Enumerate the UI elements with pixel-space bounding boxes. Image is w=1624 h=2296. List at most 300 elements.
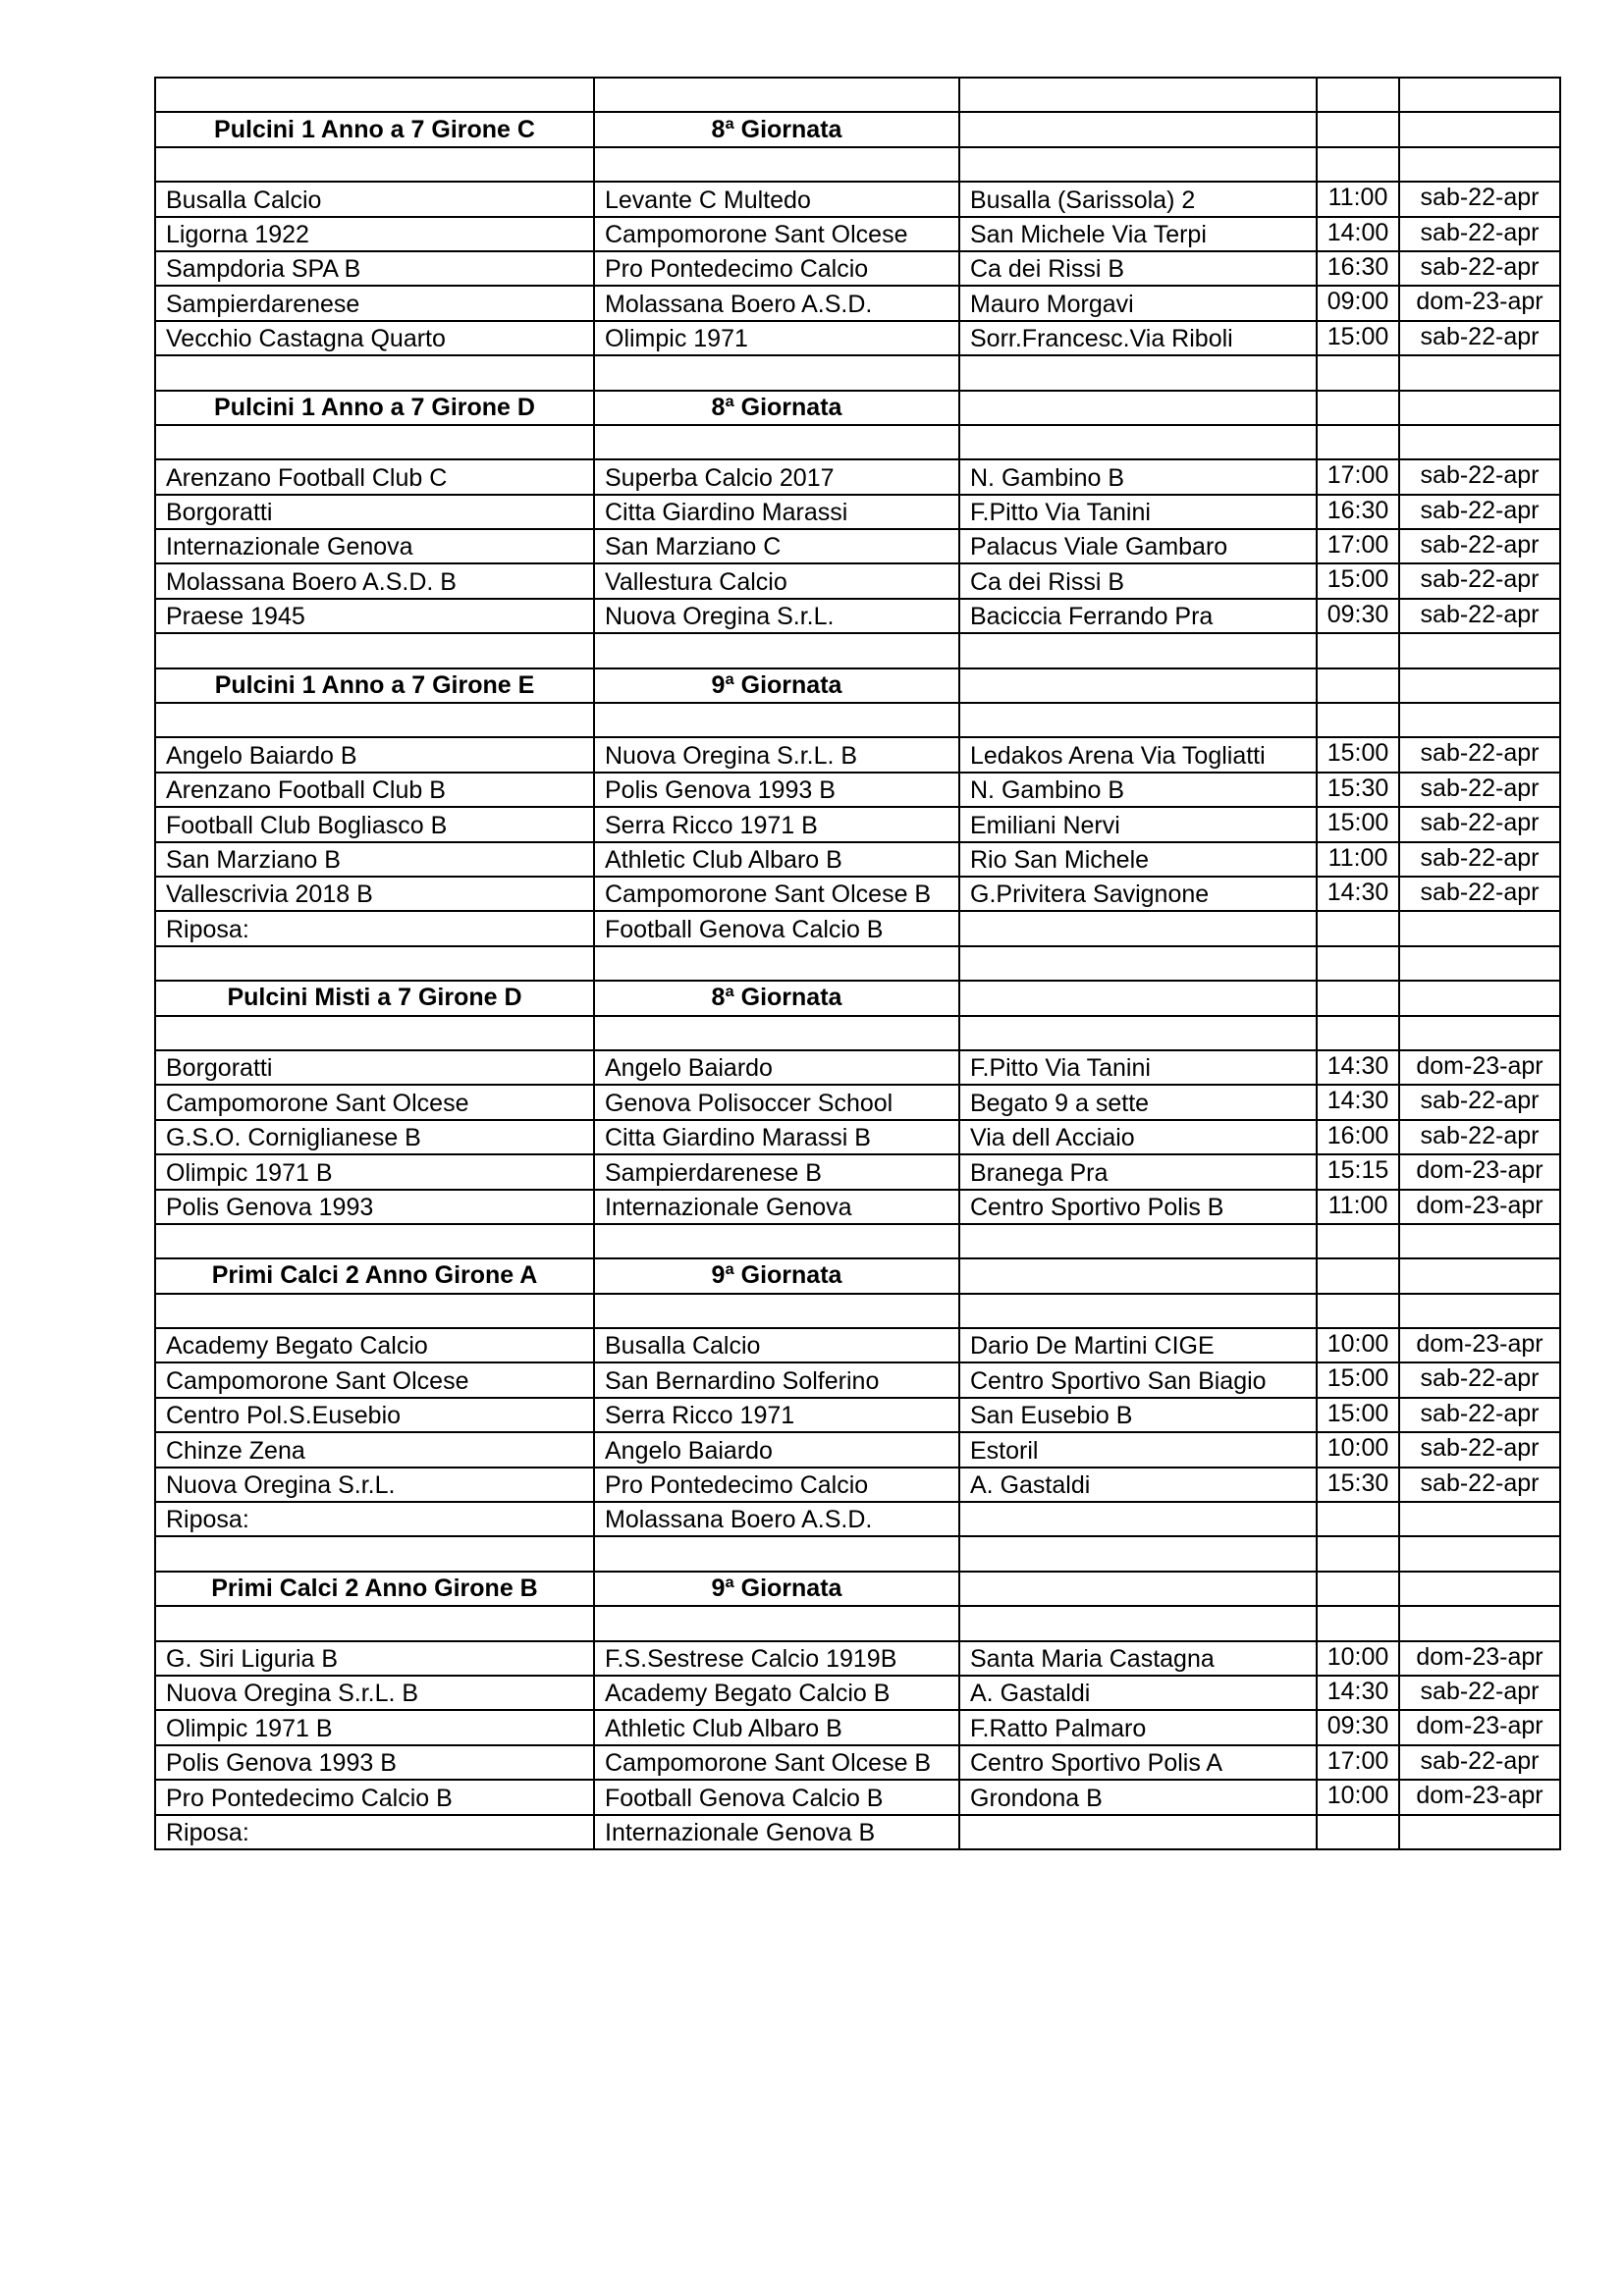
venue: Branega Pra — [959, 1154, 1317, 1189]
away-team: San Bernardino Solferino — [594, 1362, 959, 1397]
spacer-row — [155, 946, 1560, 981]
kickoff-time: 15:30 — [1317, 773, 1399, 807]
match-date: sab-22-apr — [1399, 321, 1560, 355]
empty-cell — [959, 633, 1317, 667]
empty-cell — [959, 391, 1317, 425]
home-team: Vecchio Castagna Quarto — [155, 321, 594, 355]
away-team: Olimpic 1971 — [594, 321, 959, 355]
empty-cell — [1399, 668, 1560, 703]
kickoff-time: 17:00 — [1317, 1745, 1399, 1780]
empty-cell — [1317, 78, 1399, 112]
empty-cell — [1399, 1016, 1560, 1050]
kickoff-time — [1317, 911, 1399, 945]
empty-cell — [1317, 1224, 1399, 1258]
home-team: Internazionale Genova — [155, 529, 594, 563]
venue: Begato 9 a sette — [959, 1085, 1317, 1119]
away-team: Pro Pontedecimo Calcio — [594, 251, 959, 286]
kickoff-time: 14:30 — [1317, 877, 1399, 911]
empty-cell — [1399, 355, 1560, 390]
empty-cell — [959, 1224, 1317, 1258]
venue: Baciccia Ferrando Pra — [959, 599, 1317, 633]
away-team: Serra Ricco 1971 — [594, 1398, 959, 1432]
away-team: Internazionale Genova — [594, 1190, 959, 1224]
home-team: Ligorna 1922 — [155, 217, 594, 251]
home-team: Centro Pol.S.Eusebio — [155, 1398, 594, 1432]
match-date: sab-22-apr — [1399, 877, 1560, 911]
match-row — [155, 737, 1560, 772]
empty-cell — [959, 981, 1317, 1015]
match-date: sab-22-apr — [1399, 1085, 1560, 1119]
group-header-row — [155, 1258, 1560, 1293]
home-team: Borgoratti — [155, 495, 594, 529]
kickoff-time: 09:30 — [1317, 1710, 1399, 1744]
kickoff-time: 10:00 — [1317, 1328, 1399, 1362]
home-team: Arenzano Football Club B — [155, 773, 594, 807]
match-date: sab-22-apr — [1399, 599, 1560, 633]
kickoff-time: 11:00 — [1317, 1190, 1399, 1224]
match-date: dom-23-apr — [1399, 1641, 1560, 1676]
venue: Ledakos Arena Via Togliatti — [959, 737, 1317, 772]
empty-cell — [155, 1606, 594, 1640]
spacer-row — [155, 1294, 1560, 1328]
kickoff-time — [1317, 1502, 1399, 1536]
match-row — [155, 1641, 1560, 1676]
spacer-row — [155, 147, 1560, 182]
empty-cell — [1399, 1258, 1560, 1293]
empty-cell — [1317, 1016, 1399, 1050]
empty-cell — [594, 147, 959, 182]
group-header-row — [155, 112, 1560, 146]
away-team: Sampierdarenese B — [594, 1154, 959, 1189]
group-title: Pulcini 1 Anno a 7 Girone E — [155, 668, 594, 703]
empty-cell — [594, 703, 959, 737]
group-title: Pulcini 1 Anno a 7 Girone D — [155, 391, 594, 425]
venue: Centro Sportivo San Biagio — [959, 1362, 1317, 1397]
home-team: Nuova Oregina S.r.L. B — [155, 1676, 594, 1710]
empty-cell — [959, 355, 1317, 390]
round-label: 8ª Giornata — [594, 112, 959, 146]
empty-cell — [959, 78, 1317, 112]
kickoff-time: 11:00 — [1317, 182, 1399, 216]
match-row — [155, 1815, 1560, 1849]
away-team: Superba Calcio 2017 — [594, 459, 959, 494]
venue — [959, 1815, 1317, 1849]
round-label: 8ª Giornata — [594, 391, 959, 425]
away-team: Internazionale Genova B — [594, 1815, 959, 1849]
match-row — [155, 459, 1560, 494]
match-row — [155, 1398, 1560, 1432]
match-date: dom-23-apr — [1399, 1190, 1560, 1224]
empty-cell — [1399, 703, 1560, 737]
match-row — [155, 563, 1560, 598]
empty-cell — [155, 425, 594, 459]
venue — [959, 1502, 1317, 1536]
kickoff-time: 14:30 — [1317, 1676, 1399, 1710]
empty-cell — [594, 1294, 959, 1328]
venue: Mauro Morgavi — [959, 286, 1317, 320]
match-row — [155, 1190, 1560, 1224]
empty-cell — [1399, 981, 1560, 1015]
kickoff-time: 10:00 — [1317, 1641, 1399, 1676]
match-row — [155, 877, 1560, 911]
away-team: Athletic Club Albaro B — [594, 842, 959, 877]
venue: Centro Sportivo Polis B — [959, 1190, 1317, 1224]
empty-cell — [1317, 668, 1399, 703]
empty-cell — [959, 1258, 1317, 1293]
spacer-row — [155, 1224, 1560, 1258]
kickoff-time: 15:00 — [1317, 321, 1399, 355]
empty-cell — [959, 112, 1317, 146]
home-team: Nuova Oregina S.r.L. — [155, 1468, 594, 1502]
kickoff-time: 17:00 — [1317, 459, 1399, 494]
empty-cell — [1317, 946, 1399, 981]
venue: Grondona B — [959, 1780, 1317, 1814]
spacer-row — [155, 355, 1560, 390]
kickoff-time — [1317, 1815, 1399, 1849]
round-label: 9ª Giornata — [594, 668, 959, 703]
home-team: Sampdoria SPA B — [155, 251, 594, 286]
match-date: sab-22-apr — [1399, 495, 1560, 529]
match-row — [155, 911, 1560, 945]
round-label: 8ª Giornata — [594, 981, 959, 1015]
match-date: dom-23-apr — [1399, 1154, 1560, 1189]
round-label: 9ª Giornata — [594, 1572, 959, 1606]
empty-cell — [1317, 391, 1399, 425]
empty-cell — [1399, 78, 1560, 112]
venue: F.Pitto Via Tanini — [959, 495, 1317, 529]
venue: N. Gambino B — [959, 773, 1317, 807]
venue: Palacus Viale Gambaro — [959, 529, 1317, 563]
kickoff-time: 15:00 — [1317, 1362, 1399, 1397]
venue: Rio San Michele — [959, 842, 1317, 877]
group-title: Pulcini Misti a 7 Girone D — [155, 981, 594, 1015]
group-header-row — [155, 391, 1560, 425]
match-date: sab-22-apr — [1399, 1676, 1560, 1710]
empty-cell — [594, 355, 959, 390]
away-team: Academy Begato Calcio B — [594, 1676, 959, 1710]
kickoff-time: 10:00 — [1317, 1780, 1399, 1814]
empty-cell — [155, 1016, 594, 1050]
empty-cell — [155, 78, 594, 112]
match-date: dom-23-apr — [1399, 1050, 1560, 1085]
match-row — [155, 773, 1560, 807]
away-team: Citta Giardino Marassi B — [594, 1120, 959, 1154]
group-header-row — [155, 1572, 1560, 1606]
empty-cell — [959, 1606, 1317, 1640]
empty-cell — [959, 703, 1317, 737]
empty-cell — [1399, 633, 1560, 667]
venue: Sorr.Francesc.Via Riboli — [959, 321, 1317, 355]
home-team: Campomorone Sant Olcese — [155, 1085, 594, 1119]
venue: G.Privitera Savignone — [959, 877, 1317, 911]
match-row — [155, 599, 1560, 633]
venue: F.Ratto Palmaro — [959, 1710, 1317, 1744]
kickoff-time: 14:30 — [1317, 1050, 1399, 1085]
match-date: sab-22-apr — [1399, 807, 1560, 841]
match-date — [1399, 1815, 1560, 1849]
kickoff-time: 15:00 — [1317, 1398, 1399, 1432]
match-date: sab-22-apr — [1399, 529, 1560, 563]
group-header-row — [155, 668, 1560, 703]
venue: San Eusebio B — [959, 1398, 1317, 1432]
away-team: Molassana Boero A.S.D. — [594, 1502, 959, 1536]
away-team: Levante C Multedo — [594, 182, 959, 216]
spacer-row — [155, 78, 1560, 112]
venue: F.Pitto Via Tanini — [959, 1050, 1317, 1085]
kickoff-time: 09:00 — [1317, 286, 1399, 320]
match-date: sab-22-apr — [1399, 251, 1560, 286]
match-date: sab-22-apr — [1399, 737, 1560, 772]
match-date: sab-22-apr — [1399, 1362, 1560, 1397]
match-row — [155, 842, 1560, 877]
away-team: Athletic Club Albaro B — [594, 1710, 959, 1744]
match-row — [155, 1154, 1560, 1189]
venue: Estoril — [959, 1432, 1317, 1467]
kickoff-time: 14:00 — [1317, 217, 1399, 251]
empty-cell — [1399, 425, 1560, 459]
empty-cell — [155, 633, 594, 667]
empty-cell — [1317, 1294, 1399, 1328]
match-row — [155, 495, 1560, 529]
empty-cell — [1317, 703, 1399, 737]
empty-cell — [155, 355, 594, 390]
away-team: Campomorone Sant Olcese B — [594, 877, 959, 911]
empty-cell — [1317, 1536, 1399, 1571]
match-row — [155, 1502, 1560, 1536]
kickoff-time: 11:00 — [1317, 842, 1399, 877]
match-date: sab-22-apr — [1399, 563, 1560, 598]
home-team: San Marziano B — [155, 842, 594, 877]
home-team: G.S.O. Corniglianese B — [155, 1120, 594, 1154]
venue: Via dell Acciaio — [959, 1120, 1317, 1154]
match-date: sab-22-apr — [1399, 182, 1560, 216]
away-team: Nuova Oregina S.r.L. B — [594, 737, 959, 772]
empty-cell — [959, 147, 1317, 182]
kickoff-time: 16:00 — [1317, 1120, 1399, 1154]
empty-cell — [1317, 147, 1399, 182]
home-team: Academy Begato Calcio — [155, 1328, 594, 1362]
empty-cell — [155, 946, 594, 981]
away-team: Molassana Boero A.S.D. — [594, 286, 959, 320]
home-team: Football Club Bogliasco B — [155, 807, 594, 841]
spacer-row — [155, 1606, 1560, 1640]
empty-cell — [1317, 633, 1399, 667]
empty-cell — [959, 668, 1317, 703]
kickoff-time: 10:00 — [1317, 1432, 1399, 1467]
empty-cell — [594, 425, 959, 459]
match-date: sab-22-apr — [1399, 1745, 1560, 1780]
empty-cell — [959, 1572, 1317, 1606]
spacer-row — [155, 703, 1560, 737]
empty-cell — [155, 1536, 594, 1571]
home-team: Polis Genova 1993 — [155, 1190, 594, 1224]
empty-cell — [959, 1536, 1317, 1571]
empty-cell — [594, 1224, 959, 1258]
venue — [959, 911, 1317, 945]
fixtures-table-body — [155, 78, 1560, 1849]
match-date: sab-22-apr — [1399, 1398, 1560, 1432]
match-date: sab-22-apr — [1399, 217, 1560, 251]
away-team: Campomorone Sant Olcese B — [594, 1745, 959, 1780]
empty-cell — [1399, 946, 1560, 981]
empty-cell — [959, 946, 1317, 981]
match-row — [155, 1050, 1560, 1085]
kickoff-time: 15:30 — [1317, 1468, 1399, 1502]
match-date: dom-23-apr — [1399, 1328, 1560, 1362]
empty-cell — [594, 1536, 959, 1571]
empty-cell — [1317, 355, 1399, 390]
match-row — [155, 1780, 1560, 1814]
match-date: sab-22-apr — [1399, 459, 1560, 494]
away-team: Pro Pontedecimo Calcio — [594, 1468, 959, 1502]
away-team: Angelo Baiardo — [594, 1050, 959, 1085]
match-row — [155, 1676, 1560, 1710]
venue: A. Gastaldi — [959, 1676, 1317, 1710]
empty-cell — [594, 78, 959, 112]
kickoff-time: 15:00 — [1317, 737, 1399, 772]
spacer-row — [155, 633, 1560, 667]
group-header-row — [155, 981, 1560, 1015]
match-row — [155, 1120, 1560, 1154]
empty-cell — [1317, 1572, 1399, 1606]
empty-cell — [594, 1016, 959, 1050]
away-team: Citta Giardino Marassi — [594, 495, 959, 529]
kickoff-time: 17:00 — [1317, 529, 1399, 563]
empty-cell — [594, 946, 959, 981]
empty-cell — [1399, 1572, 1560, 1606]
kickoff-time: 09:30 — [1317, 599, 1399, 633]
empty-cell — [959, 425, 1317, 459]
match-date: dom-23-apr — [1399, 286, 1560, 320]
fixtures-table — [154, 77, 1561, 1850]
away-team: Campomorone Sant Olcese — [594, 217, 959, 251]
kickoff-time: 15:00 — [1317, 563, 1399, 598]
kickoff-time: 15:00 — [1317, 807, 1399, 841]
venue: Santa Maria Castagna — [959, 1641, 1317, 1676]
spacer-row — [155, 425, 1560, 459]
venue: Ca dei Rissi B — [959, 563, 1317, 598]
home-team: Vallescrivia 2018 B — [155, 877, 594, 911]
away-team: Football Genova Calcio B — [594, 1780, 959, 1814]
venue: A. Gastaldi — [959, 1468, 1317, 1502]
empty-cell — [594, 633, 959, 667]
away-team: Nuova Oregina S.r.L. — [594, 599, 959, 633]
home-team: Molassana Boero A.S.D. B — [155, 563, 594, 598]
match-date: dom-23-apr — [1399, 1780, 1560, 1814]
home-team: Sampierdarenese — [155, 286, 594, 320]
match-row — [155, 1710, 1560, 1744]
home-team: Riposa: — [155, 1815, 594, 1849]
match-date: dom-23-apr — [1399, 1710, 1560, 1744]
empty-cell — [1317, 1606, 1399, 1640]
away-team: Polis Genova 1993 B — [594, 773, 959, 807]
home-team: Arenzano Football Club C — [155, 459, 594, 494]
match-date: sab-22-apr — [1399, 773, 1560, 807]
empty-cell — [1399, 1606, 1560, 1640]
empty-cell — [1399, 1294, 1560, 1328]
home-team: Campomorone Sant Olcese — [155, 1362, 594, 1397]
empty-cell — [1399, 147, 1560, 182]
match-row — [155, 251, 1560, 286]
away-team: Genova Polisoccer School — [594, 1085, 959, 1119]
match-date — [1399, 1502, 1560, 1536]
match-row — [155, 182, 1560, 216]
kickoff-time: 16:30 — [1317, 495, 1399, 529]
venue: Dario De Martini CIGE — [959, 1328, 1317, 1362]
home-team: Olimpic 1971 B — [155, 1154, 594, 1189]
home-team: Angelo Baiardo B — [155, 737, 594, 772]
match-date: sab-22-apr — [1399, 1468, 1560, 1502]
match-date — [1399, 911, 1560, 945]
kickoff-time: 14:30 — [1317, 1085, 1399, 1119]
empty-cell — [155, 703, 594, 737]
empty-cell — [1317, 425, 1399, 459]
empty-cell — [155, 1294, 594, 1328]
match-date: sab-22-apr — [1399, 1432, 1560, 1467]
match-row — [155, 286, 1560, 320]
home-team: Chinze Zena — [155, 1432, 594, 1467]
match-row — [155, 1432, 1560, 1467]
venue: Centro Sportivo Polis A — [959, 1745, 1317, 1780]
empty-cell — [1399, 391, 1560, 425]
match-row — [155, 807, 1560, 841]
match-row — [155, 217, 1560, 251]
match-row — [155, 1085, 1560, 1119]
match-row — [155, 321, 1560, 355]
empty-cell — [959, 1016, 1317, 1050]
away-team: Serra Ricco 1971 B — [594, 807, 959, 841]
home-team: Borgoratti — [155, 1050, 594, 1085]
match-row — [155, 529, 1560, 563]
away-team: F.S.Sestrese Calcio 1919B — [594, 1641, 959, 1676]
home-team: Pro Pontedecimo Calcio B — [155, 1780, 594, 1814]
group-title: Pulcini 1 Anno a 7 Girone C — [155, 112, 594, 146]
home-team: Busalla Calcio — [155, 182, 594, 216]
home-team: G. Siri Liguria B — [155, 1641, 594, 1676]
away-team: Angelo Baiardo — [594, 1432, 959, 1467]
match-row — [155, 1745, 1560, 1780]
away-team: Busalla Calcio — [594, 1328, 959, 1362]
empty-cell — [1317, 981, 1399, 1015]
home-team: Riposa: — [155, 911, 594, 945]
home-team: Olimpic 1971 B — [155, 1710, 594, 1744]
kickoff-time: 16:30 — [1317, 251, 1399, 286]
home-team: Riposa: — [155, 1502, 594, 1536]
home-team: Polis Genova 1993 B — [155, 1745, 594, 1780]
match-row — [155, 1468, 1560, 1502]
empty-cell — [155, 1224, 594, 1258]
match-row — [155, 1362, 1560, 1397]
venue: N. Gambino B — [959, 459, 1317, 494]
match-row — [155, 1328, 1560, 1362]
away-team: Vallestura Calcio — [594, 563, 959, 598]
away-team: Football Genova Calcio B — [594, 911, 959, 945]
venue: Busalla (Sarissola) 2 — [959, 182, 1317, 216]
empty-cell — [959, 1294, 1317, 1328]
empty-cell — [1317, 1258, 1399, 1293]
venue: Ca dei Rissi B — [959, 251, 1317, 286]
group-title: Primi Calci 2 Anno Girone A — [155, 1258, 594, 1293]
empty-cell — [1399, 1536, 1560, 1571]
match-date: sab-22-apr — [1399, 1120, 1560, 1154]
round-label: 9ª Giornata — [594, 1258, 959, 1293]
away-team: San Marziano C — [594, 529, 959, 563]
empty-cell — [1399, 1224, 1560, 1258]
empty-cell — [594, 1606, 959, 1640]
spacer-row — [155, 1016, 1560, 1050]
venue: Emiliani Nervi — [959, 807, 1317, 841]
group-title: Primi Calci 2 Anno Girone B — [155, 1572, 594, 1606]
